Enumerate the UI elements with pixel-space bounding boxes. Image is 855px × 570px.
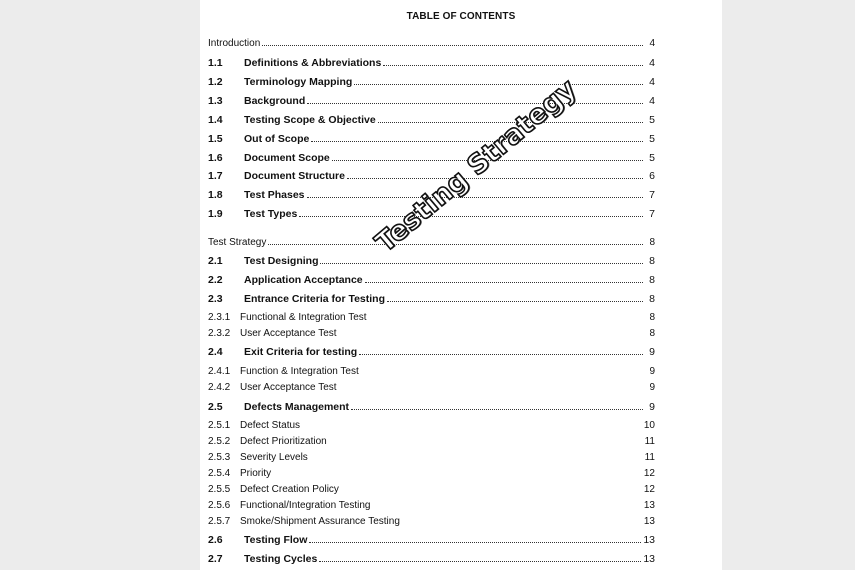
toc-entry-number: 1.4 xyxy=(208,114,223,126)
watermark-text: Testing Strategy xyxy=(370,73,583,259)
toc-entry[interactable] xyxy=(208,465,655,479)
toc-dot-leader xyxy=(302,427,642,428)
toc-entry[interactable] xyxy=(208,532,655,546)
toc-dot-leader xyxy=(365,281,643,283)
toc-entry-number: 2.3 xyxy=(208,293,223,305)
toc-dot-leader xyxy=(369,319,643,320)
toc-entry-label: Defect Prioritization xyxy=(240,436,327,447)
toc-entry[interactable] xyxy=(208,168,655,182)
toc-entry-label: Defect Status xyxy=(240,420,301,431)
toc-entry-label: Definitions & Abbreviations xyxy=(244,57,382,69)
toc-entry-number: 2.2 xyxy=(208,274,223,286)
toc-entry-page: 11 xyxy=(644,452,655,463)
toc-entry-number: 1.2 xyxy=(208,76,223,88)
toc-entry-page: 12 xyxy=(643,468,655,479)
toc-entry-label: Entrance Criteria for Testing xyxy=(244,293,386,305)
toc-entry-label: Function & Integration Test xyxy=(240,366,359,377)
toc-dot-leader xyxy=(329,443,643,444)
toc-dot-leader xyxy=(268,243,643,245)
toc-dot-leader xyxy=(354,83,643,85)
toc-dot-leader xyxy=(307,102,643,104)
toc-dot-leader xyxy=(320,262,643,264)
toc-entry-page: 4 xyxy=(649,76,655,88)
toc-entry-page: 12 xyxy=(643,484,655,495)
toc-title: TABLE OF CONTENTS xyxy=(406,11,516,22)
toc-entry-number: 2.1 xyxy=(208,255,223,267)
toc-entry[interactable] xyxy=(208,481,655,495)
toc-entry-number: 1.7 xyxy=(208,170,223,182)
toc-entry-page: 4 xyxy=(649,38,655,49)
toc-entry[interactable] xyxy=(208,449,655,463)
toc-entry-page: 9 xyxy=(649,346,655,358)
toc-entry-page: 6 xyxy=(649,170,655,182)
toc-entry-label: Test Types xyxy=(244,208,298,220)
toc-entry[interactable] xyxy=(208,35,655,49)
toc-entry-page: 8 xyxy=(649,237,655,248)
toc-entry[interactable] xyxy=(208,325,655,339)
toc-dot-leader xyxy=(387,300,643,302)
toc-entry-page: 4 xyxy=(649,57,655,69)
toc-entry-number: 2.4.2 xyxy=(208,382,231,393)
toc-entry-label: Priority xyxy=(240,468,272,479)
toc-dot-leader xyxy=(311,140,643,142)
toc-entry-number: 2.5 xyxy=(208,401,223,413)
toc-entry-page: 7 xyxy=(649,208,655,220)
toc-entry-label: Severity Levels xyxy=(240,452,308,463)
toc-entry-number: 2.5.2 xyxy=(208,436,231,447)
toc-entry-page: 13 xyxy=(643,500,655,511)
toc-entry-number: 2.5.3 xyxy=(208,452,231,463)
toc-entry-page: 4 xyxy=(649,95,655,107)
document-page xyxy=(200,0,722,570)
toc-dot-leader xyxy=(299,215,643,217)
toc-dot-leader xyxy=(359,353,643,355)
toc-entry[interactable] xyxy=(208,234,655,248)
toc-entry-label: Document Structure xyxy=(244,170,345,182)
toc-entry-page: 13 xyxy=(643,553,655,565)
toc-entry-label: Test Phases xyxy=(244,189,305,201)
toc-entry-number: 1.9 xyxy=(208,208,223,220)
toc-entry-page: 7 xyxy=(649,189,655,201)
toc-entry[interactable] xyxy=(208,309,655,323)
toc-entry-number: 2.5.6 xyxy=(208,500,231,511)
toc-dot-leader xyxy=(351,408,643,410)
toc-entry[interactable] xyxy=(208,363,655,377)
toc-entry-number: 2.7 xyxy=(208,553,223,565)
toc-entry-label: Smoke/Shipment Assurance Testing xyxy=(240,516,400,527)
toc-entry[interactable] xyxy=(208,112,655,126)
toc-entry[interactable] xyxy=(208,253,655,267)
toc-dot-leader xyxy=(361,373,643,374)
toc-entry-page: 10 xyxy=(643,420,655,431)
toc-entry-label: Out of Scope xyxy=(244,133,310,145)
toc-dot-leader xyxy=(262,44,643,46)
toc-dot-leader xyxy=(307,196,643,198)
toc-entry-page: 11 xyxy=(644,436,655,447)
toc-entry-number: 2.5.4 xyxy=(208,468,231,479)
toc-entry[interactable] xyxy=(208,379,655,393)
toc-entry[interactable] xyxy=(208,399,655,413)
toc-dot-leader xyxy=(273,475,642,476)
toc-entry-number: 1.1 xyxy=(208,57,223,69)
toc-entry-page: 8 xyxy=(649,328,655,339)
toc-entry-label: Document Scope xyxy=(244,152,330,164)
toc-entry-label: Functional/Integration Testing xyxy=(240,500,371,511)
toc-entry[interactable] xyxy=(208,551,655,565)
toc-entry-page: 13 xyxy=(643,516,655,527)
toc-dot-leader xyxy=(309,541,641,543)
toc-entry-page: 8 xyxy=(649,293,655,305)
toc-entry-label: Testing Cycles xyxy=(244,553,318,565)
toc-dot-leader xyxy=(402,523,642,524)
toc-dot-leader xyxy=(310,459,643,460)
toc-dot-leader xyxy=(339,389,643,390)
toc-entry-page: 9 xyxy=(649,382,655,393)
toc-entry[interactable] xyxy=(208,513,655,527)
toc-entry-label: Test Strategy xyxy=(208,237,267,248)
toc-entry-label: Application Acceptance xyxy=(244,274,363,286)
toc-entry-number: 2.4 xyxy=(208,346,223,358)
toc-dot-leader xyxy=(319,560,641,562)
toc-entry[interactable] xyxy=(208,291,655,305)
toc-entry[interactable] xyxy=(208,344,655,358)
toc-entry-page: 5 xyxy=(649,133,655,145)
toc-entry-label: Testing Flow xyxy=(244,534,308,546)
toc-entry[interactable] xyxy=(208,433,655,447)
toc-entry-number: 2.3.1 xyxy=(208,312,231,323)
toc-entry-page: 5 xyxy=(649,114,655,126)
toc-dot-leader xyxy=(347,177,643,179)
toc-entry-label: Testing Scope & Objective xyxy=(244,114,376,126)
toc-entry-number: 2.5.5 xyxy=(208,484,231,495)
toc-entry-page: 13 xyxy=(643,534,655,546)
toc-entry-label: User Acceptance Test xyxy=(240,382,337,393)
toc-dot-leader xyxy=(383,64,643,66)
toc-entry-number: 2.6 xyxy=(208,534,223,546)
toc-entry-number: 2.3.2 xyxy=(208,328,231,339)
toc-entry-label: Terminology Mapping xyxy=(244,76,353,88)
toc-entry[interactable] xyxy=(208,74,655,88)
toc-entry-number: 1.6 xyxy=(208,152,223,164)
toc-entry-label: User Acceptance Test xyxy=(240,328,337,339)
toc-entry-number: 2.5.1 xyxy=(208,420,231,431)
toc-entry-page: 5 xyxy=(649,152,655,164)
toc-entry[interactable] xyxy=(208,55,655,69)
toc-entry-page: 8 xyxy=(649,255,655,267)
toc-entry[interactable] xyxy=(208,497,655,511)
toc-entry-number: 1.8 xyxy=(208,189,223,201)
toc-dot-leader xyxy=(372,507,641,508)
toc-entry-number: 1.3 xyxy=(208,95,223,107)
toc-entry-page: 8 xyxy=(649,274,655,286)
toc-dot-leader xyxy=(341,491,642,492)
toc-entry-label: Exit Criteria for testing xyxy=(244,346,358,358)
toc-entry-page: 9 xyxy=(649,366,655,377)
toc-entry[interactable] xyxy=(208,131,655,145)
toc-entry[interactable] xyxy=(208,417,655,431)
toc-entry-label: Functional & Integration Test xyxy=(240,312,367,323)
toc-entry[interactable] xyxy=(208,150,655,164)
toc-dot-leader xyxy=(339,335,643,336)
toc-entry-number: 2.5.7 xyxy=(208,516,231,527)
toc-entry-page: 8 xyxy=(649,312,655,323)
toc-entry[interactable] xyxy=(208,272,655,286)
toc-entry-label: Defect Creation Policy xyxy=(240,484,339,495)
toc-entry-label: Test Designing xyxy=(244,255,319,267)
toc-entry[interactable] xyxy=(208,93,655,107)
toc-entry-label: Defects Management xyxy=(244,401,350,413)
toc-entry-page: 9 xyxy=(649,401,655,413)
toc-entry-label: Introduction xyxy=(208,38,261,49)
toc-entry-number: 1.5 xyxy=(208,133,223,145)
toc-entry-number: 2.4.1 xyxy=(208,366,231,377)
toc-entry-label: Background xyxy=(244,95,306,107)
